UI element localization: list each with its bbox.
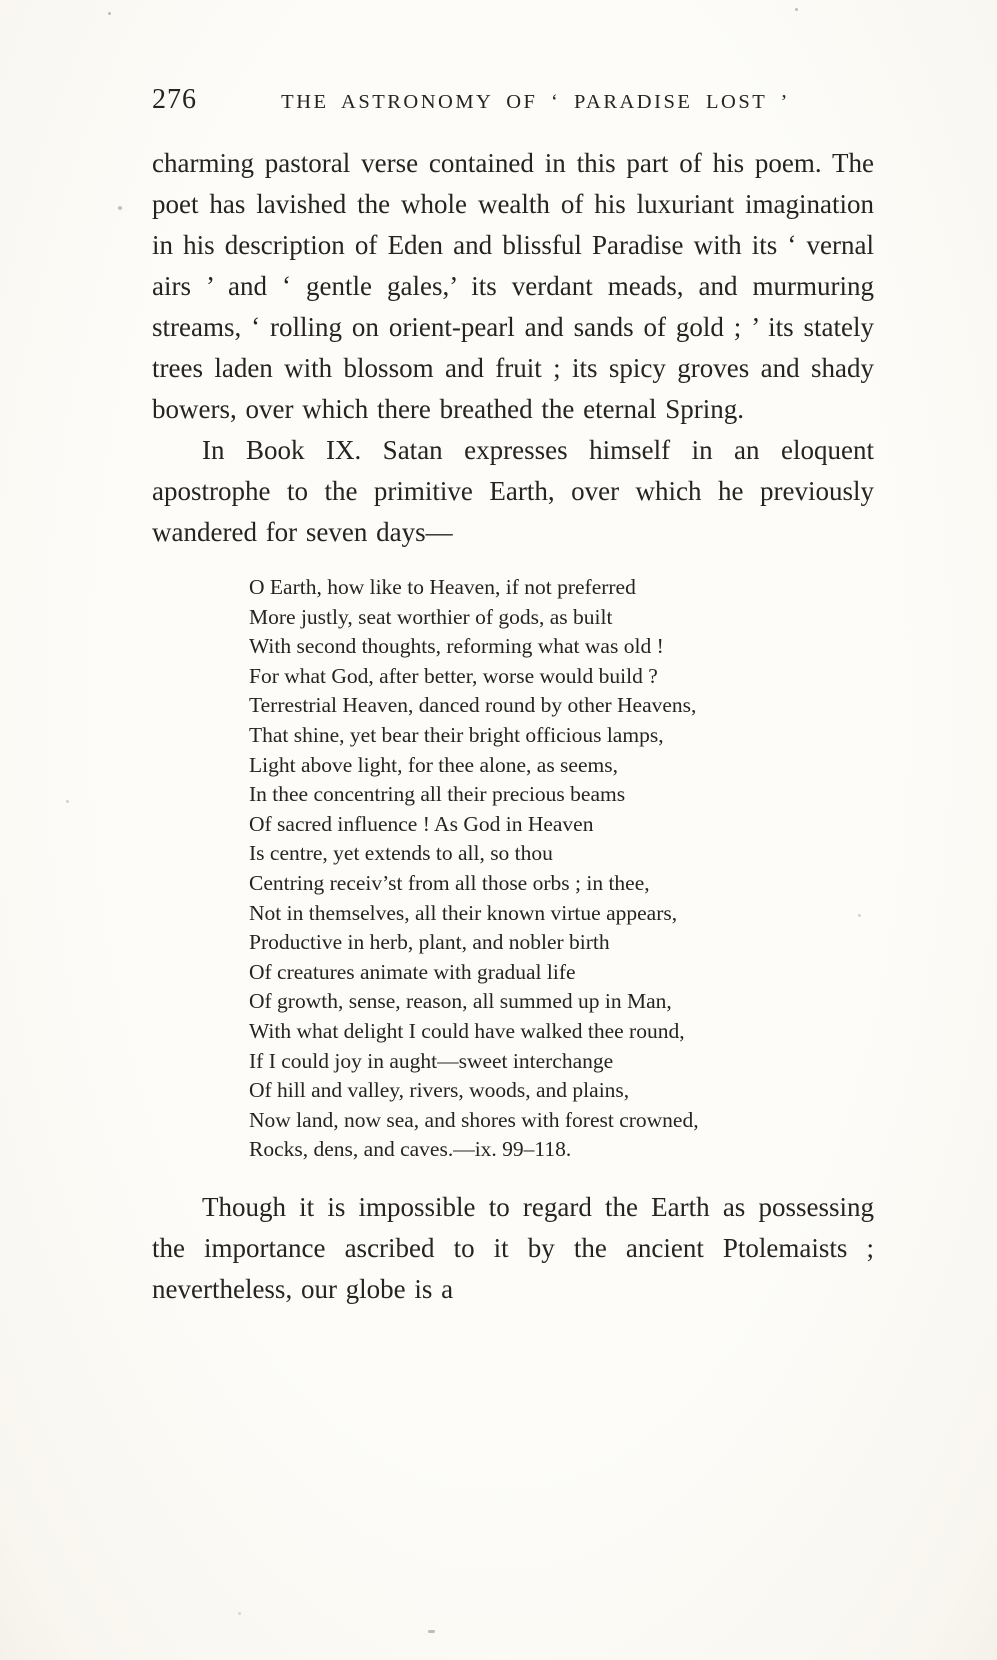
running-title: THE ASTRONOMY OF ‘ PARADISE LOST ’ [281,91,790,113]
poem-line: Centring receiv’st from all those orbs ; in thee, [249,870,650,895]
page-number: 276 [152,84,197,115]
poem-line: In thee concentring all their precious beams [249,782,626,807]
poem-line: Of creatures animate with gradual life [249,959,576,984]
poem-line: Not in themselves, all their known virtue appears, [249,900,678,925]
poem-line: That shine, yet bear their bright officious lamps, [249,722,664,747]
scan-speck [795,8,798,11]
poem-line: O Earth, how like to Heaven, if not preferred [249,575,636,599]
page-header [152,84,874,116]
scan-speck [118,206,122,210]
poem-line: With second thoughts, reforming what was old ! [249,634,664,659]
poem-line: Of growth, sense, reason, all summed up in Man, [249,989,672,1014]
poem-line: Productive in herb, plant, and nobler birth [249,930,610,955]
poem-line: Is centre, yet extends to all, so thou [249,841,553,866]
scan-speck [66,800,69,803]
scan-speck [428,1630,435,1633]
poem-line: Terrestrial Heaven, danced round by other Heavens, [249,693,697,718]
poem-line: Now land, now sea, and shores with forest crowned, [249,1107,699,1132]
body-paragraph: Though it is impossible to regard the Earth as possessing the importance ascribed to it by the ancient Ptolemaists ; nevertheless, our globe is a [152,1191,874,1304]
scan-speck [238,1612,241,1615]
poem-line: For what God, after better, worse would build ? [249,663,658,688]
scan-speck [108,12,111,15]
text-block [152,84,874,1310]
poem-line: With what delight I could have walked thee round, [249,1018,685,1043]
body-paragraph: In Book IX. Satan expresses himself in an eloquent apostrophe to the primitive Earth, over which he previously wandered for seven days— [152,435,874,547]
poem-line: Light above light, for thee alone, as seems, [249,752,618,777]
poem-line: If I could joy in aught—sweet interchange [249,1048,614,1073]
poem-line: Of sacred influence ! As God in Heaven [249,811,594,836]
body-paragraph: charming pastoral verse contained in this part of his poem. The poet has lavished the whole wealth of his luxuriant imagination in his description of Eden and blissful Paradise with its ‘ vernal airs ’ and ‘ gentle gales,’ its verdant meads, and murmuring streams, ‘ rolling on orient-pearl and sands of gold ; ’ its stately trees laden with blossom and fruit ; its spicy groves and shady bowers, over which there breathed the eternal Spring. [152,148,874,424]
poem-line: More justly, seat worthier of gods, as built [249,604,613,629]
poem-line: Of hill and valley, rivers, woods, and plains, [249,1078,630,1103]
poem-line: Rocks, dens, and caves.—ix. 99–118. [249,1137,572,1162]
poem-block [249,573,874,1165]
